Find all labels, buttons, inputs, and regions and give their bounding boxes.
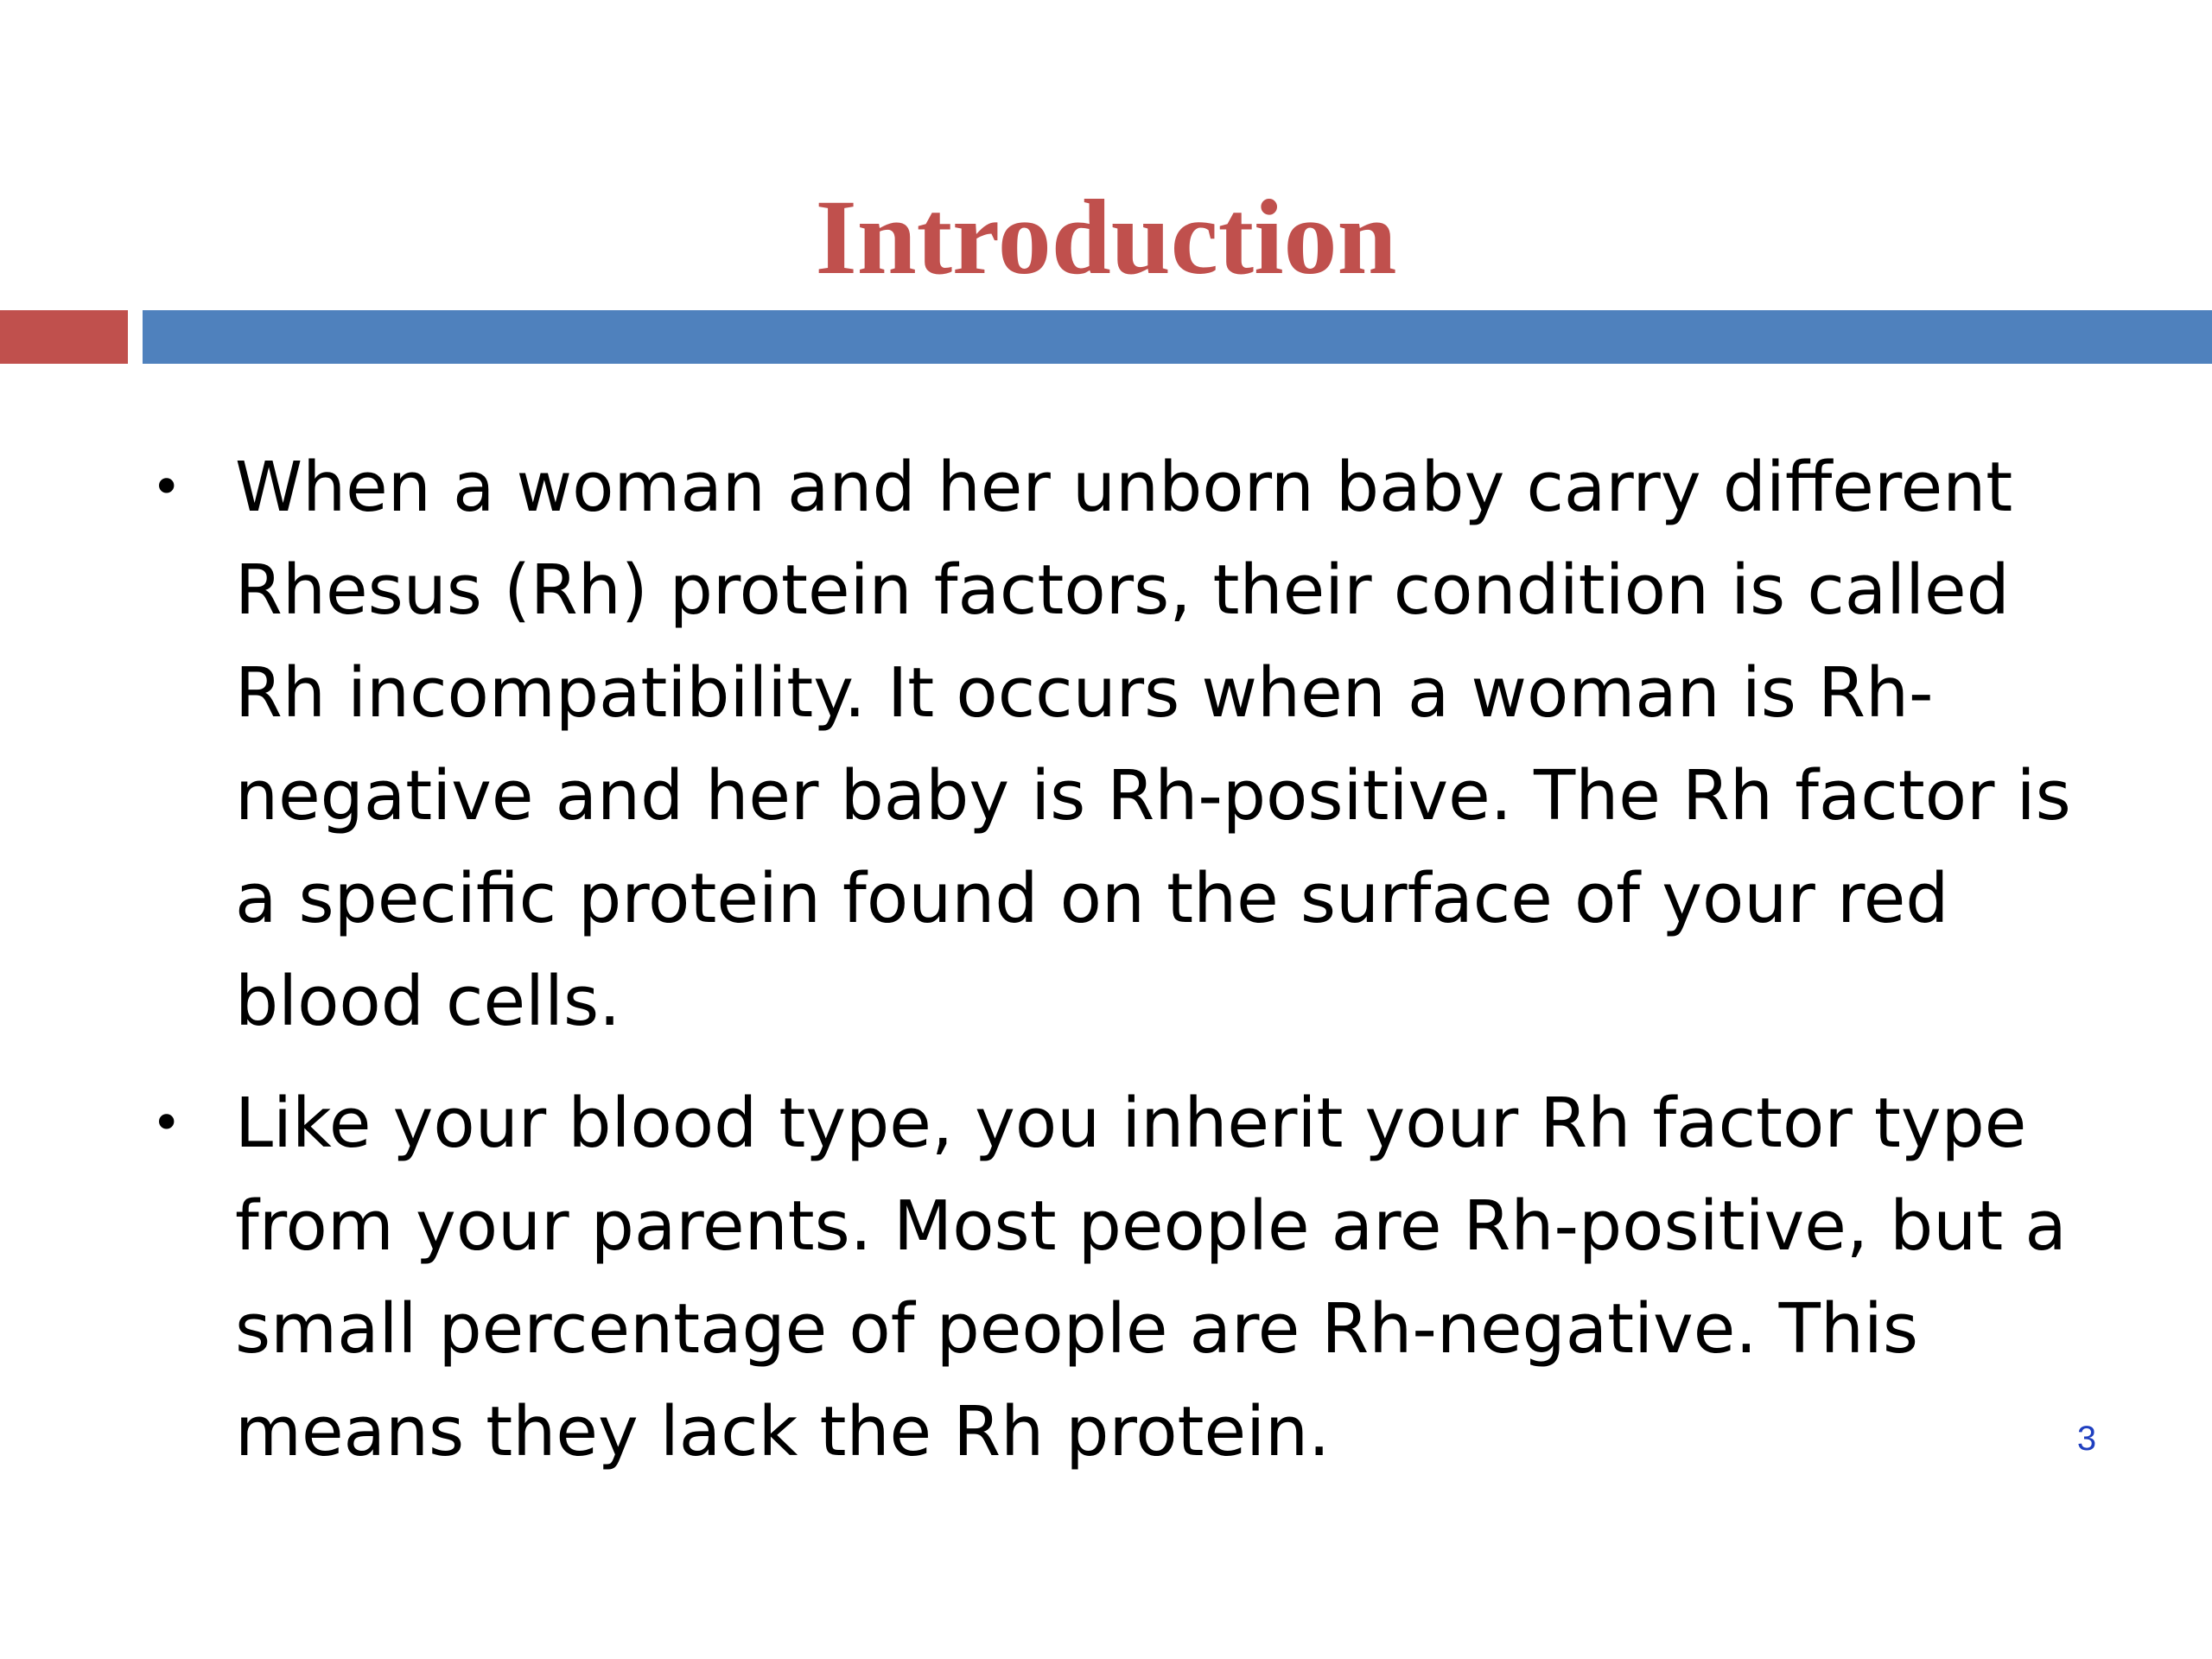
page-number: 3	[2076, 1420, 2097, 1458]
slide-title: Introduction	[815, 178, 1397, 296]
bullet-item	[151, 436, 2095, 1053]
title-accent-bar-red	[0, 310, 128, 364]
title-accent-bar-blue	[143, 310, 2212, 364]
bullet-text: Like your blood type, you inherit your Rh factor type from your parents. Most people are Rh-positive, but a small percentage of people are Rh-negative. This means they lack the Rh protein.	[235, 1084, 2067, 1471]
bullet-text: When a woman and her unborn baby carry different Rhesus (Rh) protein factors, their condition is called Rh incompatibility. It occurs when a woman is Rh-negative and her baby is Rh-positive. The Rh factor is a specific protein found on the surface of your red blood cells.	[235, 448, 2071, 1041]
bullet-dot-icon: •	[151, 1093, 182, 1154]
bullet-item	[151, 1072, 2095, 1484]
bullet-dot-icon: •	[151, 457, 182, 518]
bullet-list	[151, 436, 2095, 1503]
